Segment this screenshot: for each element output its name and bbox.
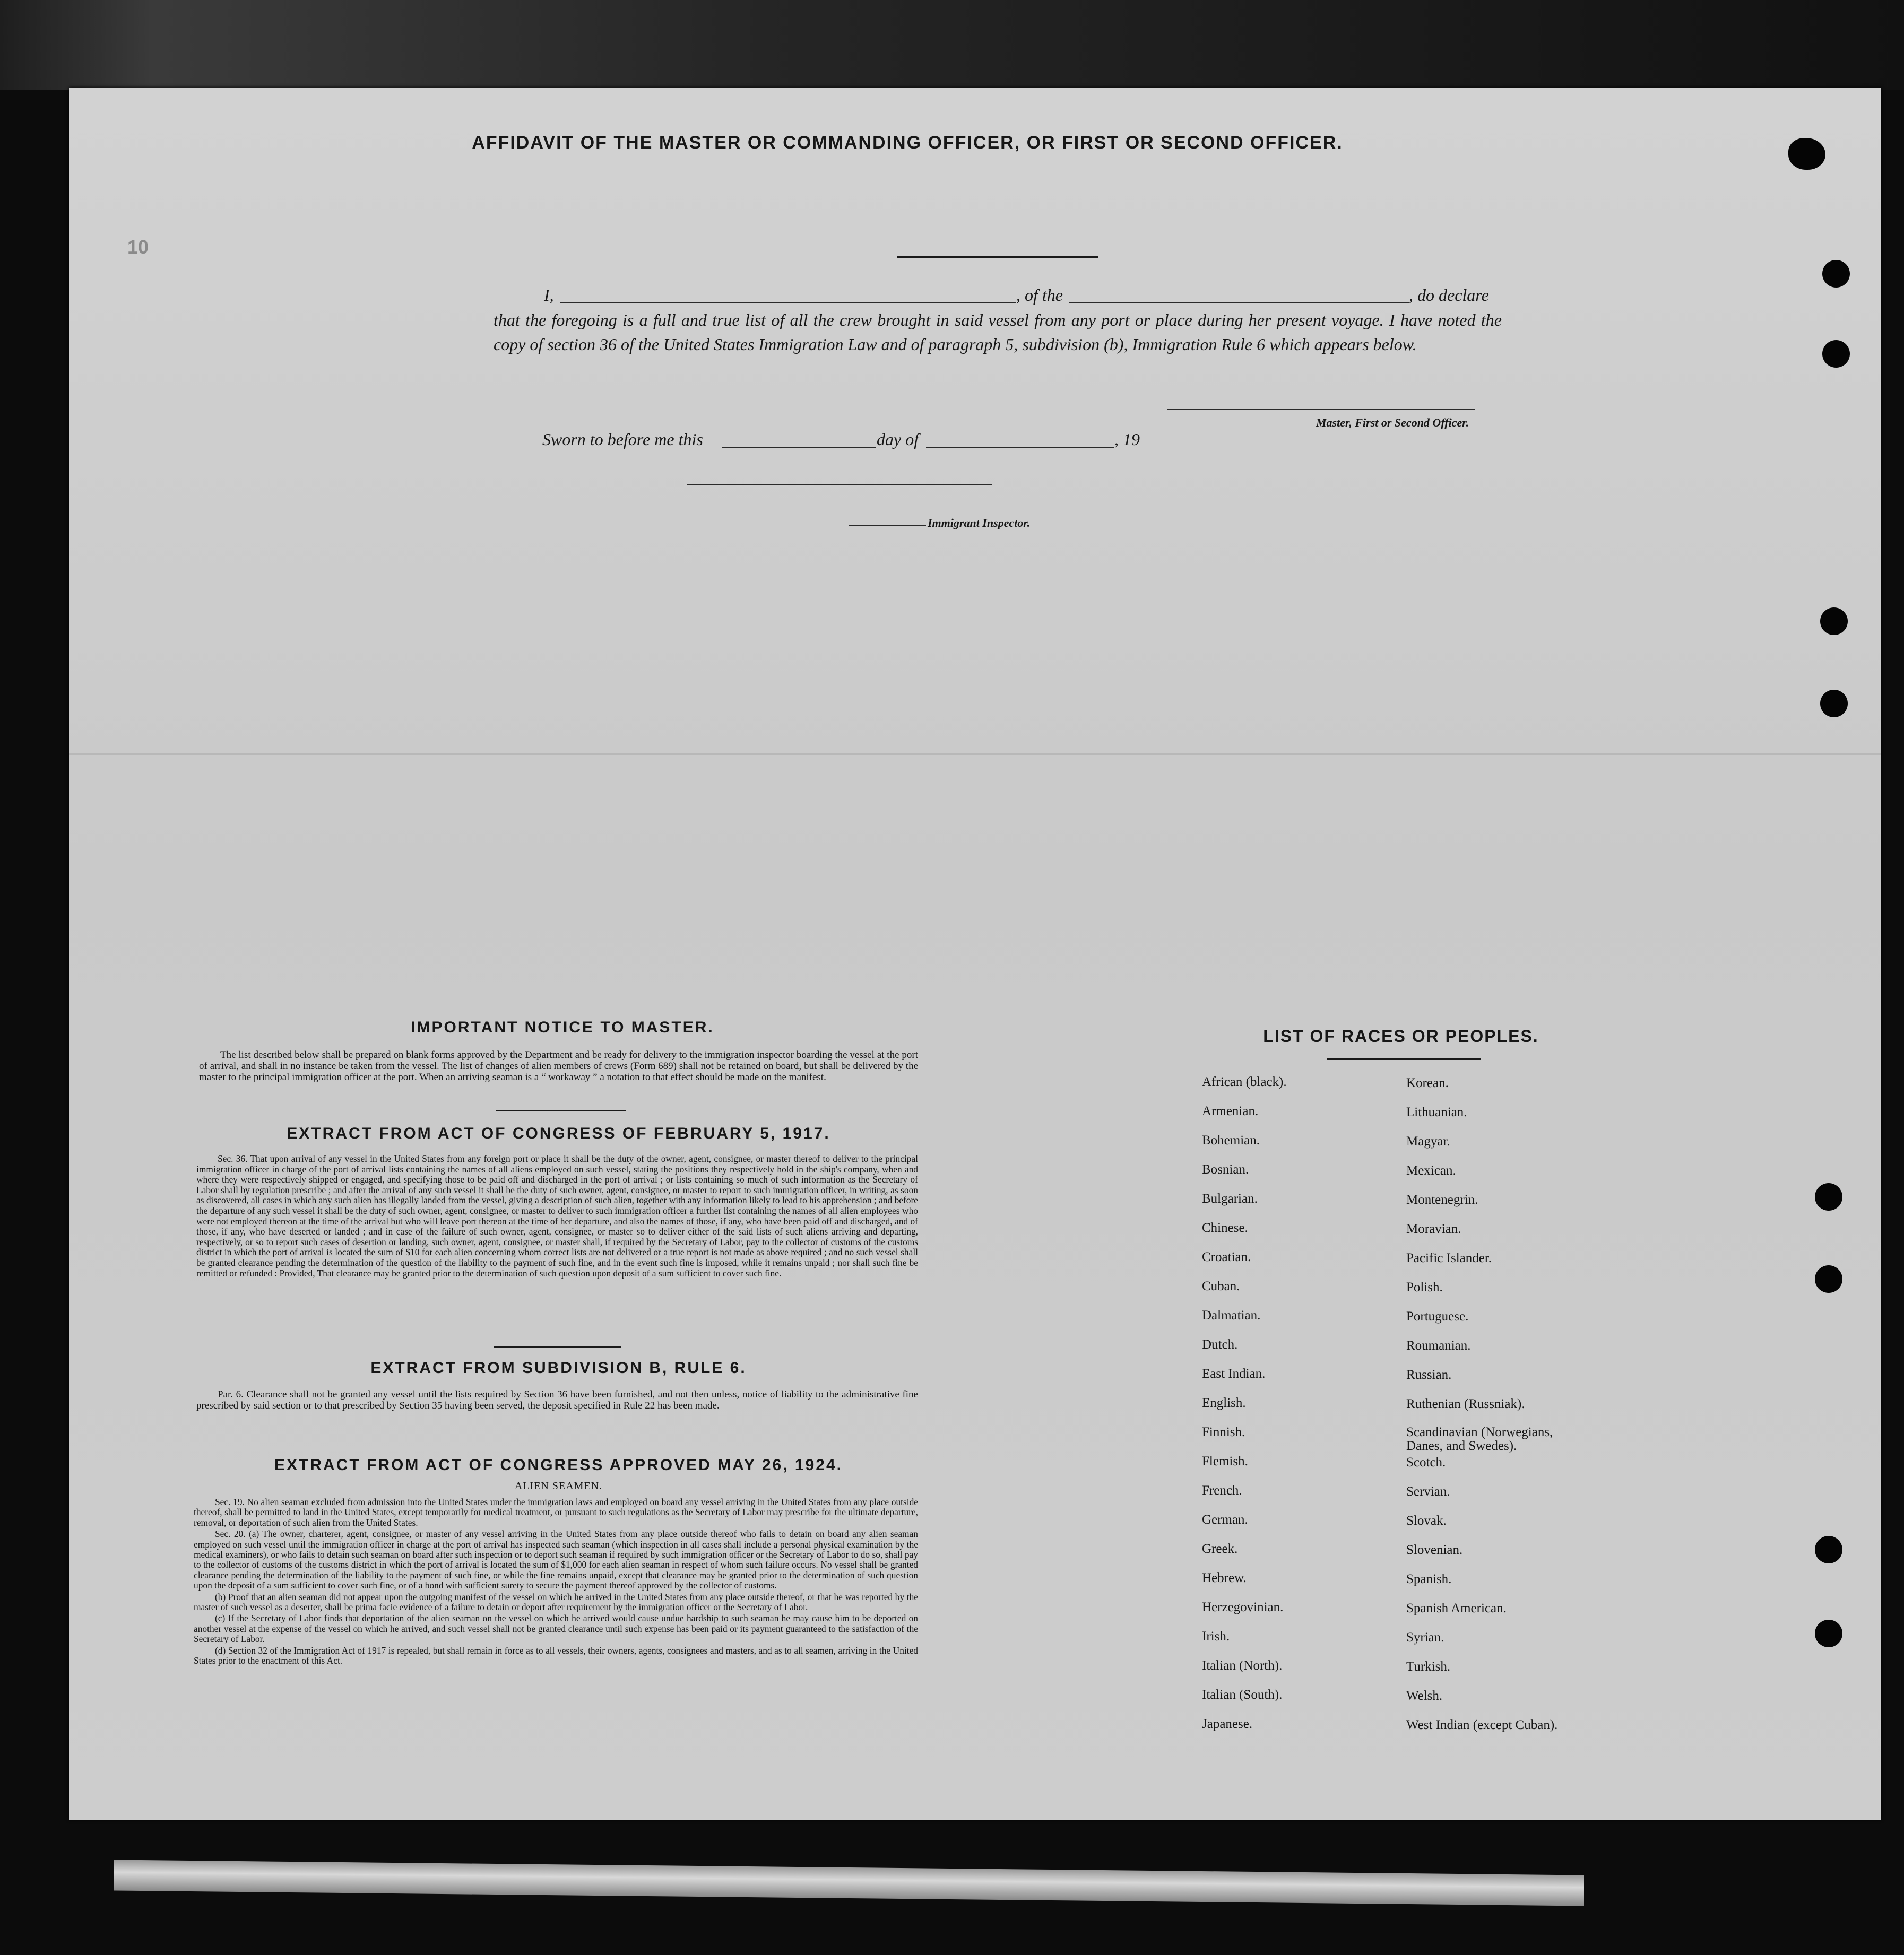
extract-1924-paragraph: (c) If the Secretary of Labor finds that deportation of the alien seaman on the vessel on which he arrived would cause undue hardship to such seaman he may cause him to be deported on another vessel at the expense of the vessel on which he arrived, and such vessel shall not be granted clearance until such expense has been paid or its payment guaranteed to the satisfaction of the Secretary of Labor. (194, 1613, 918, 1645)
race-item: Dutch. (1202, 1337, 1238, 1352)
race-item: East Indian. (1202, 1367, 1266, 1381)
race-item: Bohemian. (1202, 1133, 1260, 1148)
divider (496, 1110, 626, 1111)
race-item: Roumanian. (1406, 1339, 1471, 1353)
punch-hole (1788, 138, 1825, 170)
race-item: Herzegovinian. (1202, 1600, 1284, 1614)
race-item: Syrian. (1406, 1630, 1444, 1645)
signature-caption: Master, First or Second Officer. (1316, 416, 1469, 429)
race-item: Italian (North). (1202, 1658, 1283, 1673)
race-item: Bosnian. (1202, 1162, 1249, 1177)
race-item: German. (1202, 1513, 1248, 1527)
extract-1924-paragraph: Sec. 20. (a) The owner, charterer, agent, consignee, or master of any vessel arriving in the United States from any place outside thereof who fails to detain on board any alien seaman employed on such vessel until the immigration officer in charge at the port of arrival has inspected such seaman (which inspection in all cases shall include a personal physical examination by the medical examiners), or who fails to detain such seaman on board after such inspection or to deport such seaman if required by such immigration officer or the Secretary of Labor to do so, shall pay to the collector of customs of the customs district in which the port of arrival is located the sum of $1,000 for each alien seaman in respect of whom such failure occurs. No vessel shall be granted clearance pending the determination of the liability to the payment of such fine, or while the fine remains unpaid, except that clearance may be granted prior to the determination of such question upon the deposit of a sum sufficient to cover such fine, or of a bond with sufficient surety to secure the payment thereof approved by the collector of customs. (194, 1528, 918, 1591)
punch-hole (1815, 1536, 1842, 1563)
bottom-paper-strip (114, 1860, 1584, 1906)
extract-rule6-title: EXTRACT FROM SUBDIVISION B, RULE 6. (370, 1359, 747, 1377)
race-item: Croatian. (1202, 1250, 1251, 1264)
race-item: Russian. (1406, 1368, 1452, 1382)
notice-paragraph: The list described below shall be prepared on blank forms approved by the Department and be ready for delivery to the immigration inspector boarding the vessel at the port of arrival, and shall in no instance be taken from the vessel. The list of changes of alien members of crews (Form 689) shall not be retained on board, but shall be delivered by the master to the principal immigration officer at the port. When an arriving seaman is a “ workaway ” a notation to that effect should be made on the manifest. (199, 1049, 918, 1083)
inspector-signature-line (687, 484, 992, 485)
page-fold-line (69, 753, 1881, 755)
race-item: Korean. (1406, 1076, 1449, 1090)
sworn-day-of: day of (877, 430, 919, 449)
affidavit-body: that the foregoing is a full and true list of all the crew brought in said vessel from any port or place during her present voyage. I have noted the copy of section 36 of the United States Immigration Law and of paragraph 5, subdivision (b), Immigration Rule 6 which appears below. (494, 310, 1502, 354)
race-item: Slovak. (1406, 1514, 1447, 1528)
sworn-year: , 19 (1114, 430, 1140, 449)
scan-background (0, 0, 1904, 90)
race-item: Italian (South). (1202, 1688, 1283, 1702)
race-item: Finnish. (1202, 1425, 1245, 1439)
extract-1917-title: EXTRACT FROM ACT OF CONGRESS OF FEBRUARY 5, 1917. (287, 1125, 830, 1142)
margin-mark: 10 (127, 236, 149, 258)
race-item: African (black). (1202, 1075, 1287, 1089)
race-item: Spanish American. (1406, 1601, 1507, 1615)
race-item: Portuguese. (1406, 1309, 1469, 1324)
race-item: Pacific Islander. (1406, 1251, 1492, 1265)
extract-1924-title: EXTRACT FROM ACT OF CONGRESS APPROVED MAY 26, 1924. (274, 1456, 843, 1474)
affidavit-of-the: , of the (1016, 285, 1063, 305)
punch-hole (1822, 340, 1850, 368)
race-item: Spanish. (1406, 1572, 1452, 1586)
affidavit-title: AFFIDAVIT OF THE MASTER OR COMMANDING OFFICER, OR FIRST OR SECOND OFFICER. (472, 133, 1343, 153)
extract-rule6-paragraph: Par. 6. Clearance shall not be granted any vessel until the lists required by Section 36 have been furnished, and not then unless, notice of liability to the administrative fine prescribed by said section or to that prescribed by Section 35 having been served, the deposit specified in Rule 22 has been made. (196, 1389, 918, 1411)
race-item: Polish. (1406, 1280, 1443, 1294)
affidavit-i: I, (544, 285, 554, 305)
day-blank-line (722, 447, 876, 448)
inspector-short-line (849, 525, 926, 526)
vessel-blank-line (1069, 302, 1409, 303)
race-item: Moravian. (1406, 1222, 1461, 1236)
extract-rule6-body (196, 1389, 918, 1412)
race-item: Bulgarian. (1202, 1192, 1258, 1206)
races-right-column (1406, 1075, 1581, 1747)
race-item: Turkish. (1406, 1659, 1451, 1674)
race-item: Lithuanian. (1406, 1105, 1467, 1119)
race-item: Slovenian. (1406, 1543, 1463, 1557)
race-item: Cuban. (1202, 1279, 1240, 1293)
races-title: LIST OF RACES OR PEOPLES. (1263, 1027, 1539, 1046)
notice-title: IMPORTANT NOTICE TO MASTER. (411, 1019, 714, 1036)
extract-1924-paragraph: (b) Proof that an alien seaman did not appear upon the outgoing manifest of the vessel on which he arrived in the United States from any place outside thereof, or that he was reported by the master of such vessel as a deserter, shall be prima facie evidence of a failure to detain or deport after requirement by the immigration officer or the Secretary of Labor. (194, 1591, 918, 1613)
title-underline (897, 256, 1098, 258)
race-item: French. (1202, 1483, 1242, 1498)
race-item: Hebrew. (1202, 1571, 1247, 1585)
extract-1917-paragraph: Sec. 36. That upon arrival of any vessel in the United States from any foreign port or place it shall be the duty of the owner, agent, consignee, or master thereof to deliver to the principal immigration officer in charge of the port of arrival lists containing the names of all aliens employed on such vessel, stating the positions they respectively hold in the ship's company, when and where they were respectively shipped or engaged, and specifying those to be paid off and discharged in the port of arrival ; or lists containing so much of such information as the Secretary of Labor shall by regulation prescribe ; and after the arrival of any such vessel it shall be the duty of such owner, agent, consignee, or master to report to such immigration officer, in writing, as soon as discovered, all cases in which any such alien has illegally landed from the vessel, giving a description of such alien, together with any information likely to lead to his apprehension ; and before the departure of any such vessel it shall be the duty of such owner, agent, consignee, or master to deliver to such immigration officer a further list containing the names of all alien employees who were not employed thereon at the time of the arrival but who will leave port thereon at the time of her departure, and also the names of those, if any, who have been paid off and discharged, and of those, if any, who have deserted or landed ; and in case of the failure of such owner, agent, consignee, or master so to deliver either of the said lists of such aliens arriving and departing, respectively, or so to report such cases of desertion or landing, such owner, agent, consignee, or master shall, if required by the Secretary of Labor, pay to the collector of customs of the customs district in which the port of arrival is located the sum of $10 for each alien concerning whom correct lists are not delivered or a true report is not made as above required ; and no such vessel shall be granted clearance pending the determination of the question of the liability to the payment of such fine, and in the event such fine is imposed, while it remains unpaid ; nor shall such fine be remitted or refunded : Provided, That clearance may be granted prior to the determination of such question upon deposit of a sum sufficient to cover such fine. (196, 1153, 918, 1279)
inspector-caption: Immigrant Inspector. (928, 516, 1031, 529)
race-item: Armenian. (1202, 1104, 1259, 1118)
race-item: Montenegrin. (1406, 1193, 1478, 1207)
alien-seamen-subtitle: ALIEN SEAMEN. (514, 1480, 603, 1492)
extract-1924-paragraph: Sec. 19. No alien seaman excluded from admission into the United States under the immigration laws and employed on board any vessel arriving in the United States from any place outside thereof, shall be permitted to land in the United States, except temporarily for medical treatment, or pursuant to such regulations as the Secretary of Labor may prescribe for the ultimate departure, removal, or deportation of such alien from the United States. (194, 1497, 918, 1528)
month-blank-line (926, 447, 1114, 448)
race-item: Welsh. (1406, 1689, 1443, 1703)
punch-hole (1820, 690, 1848, 717)
name-blank-line (560, 302, 1016, 303)
sworn-prefix: Sworn to before me this (542, 430, 703, 449)
race-item: Scotch. (1406, 1455, 1446, 1470)
race-item: Scandinavian (Norwegians, Danes, and Swedes). (1406, 1425, 1553, 1453)
race-item: Chinese. (1202, 1221, 1248, 1235)
punch-hole (1815, 1620, 1842, 1647)
race-item: Dalmatian. (1202, 1308, 1261, 1323)
race-item: Irish. (1202, 1629, 1230, 1644)
race-item: English. (1202, 1396, 1246, 1410)
race-item: Japanese. (1202, 1717, 1253, 1731)
race-item: Greek. (1202, 1542, 1238, 1556)
extract-1924-paragraph: (d) Section 32 of the Immigration Act of 1917 is repealed, but shall remain in force as to all vessels, their owners, agents, consignees and masters, and as to all seamen, arriving in the United States prior to the enactment of this Act. (194, 1645, 918, 1666)
punch-hole (1815, 1265, 1842, 1293)
extract-1924-body (194, 1497, 918, 1667)
race-item: Magyar. (1406, 1134, 1450, 1149)
punch-hole (1820, 607, 1848, 635)
signature-line (1167, 409, 1475, 410)
punch-hole (1815, 1183, 1842, 1211)
race-item: Servian. (1406, 1484, 1450, 1499)
race-item: Mexican. (1406, 1163, 1456, 1178)
races-underline (1327, 1058, 1481, 1060)
notice-body (199, 1049, 918, 1084)
extract-1917-body (196, 1154, 918, 1280)
divider (494, 1346, 621, 1348)
affidavit-do-declare: , do declare (1409, 285, 1489, 305)
races-left-column (1202, 1074, 1287, 1745)
race-item: Flemish. (1202, 1454, 1248, 1469)
punch-hole (1822, 260, 1850, 288)
race-item: Ruthenian (Russniak). (1406, 1397, 1525, 1411)
race-item: West Indian (except Cuban). (1406, 1718, 1558, 1732)
